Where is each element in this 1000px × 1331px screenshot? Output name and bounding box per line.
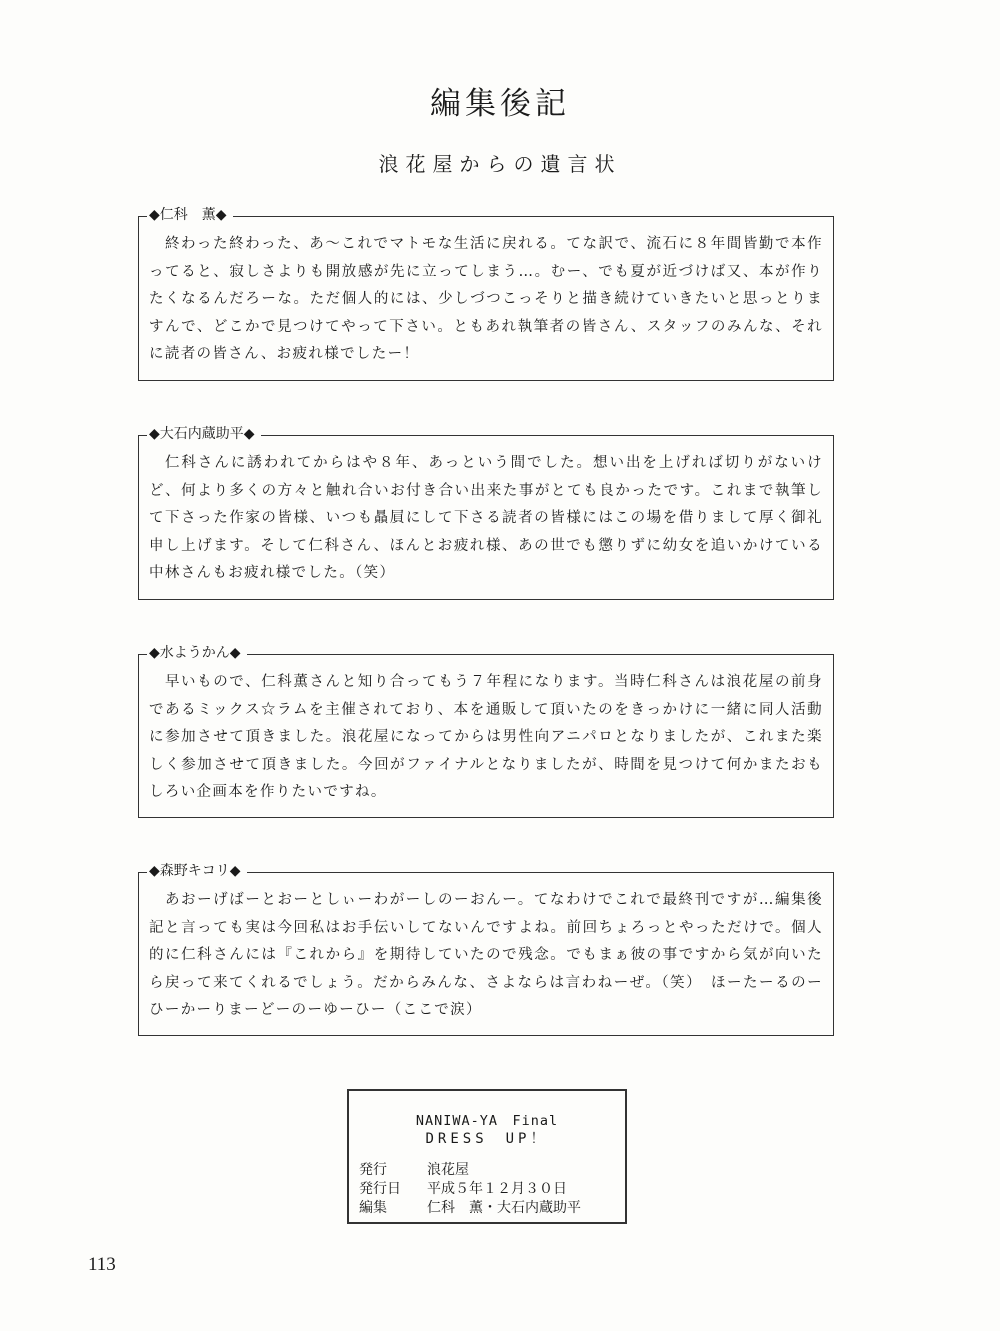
- colophon-row-date: [359, 1180, 619, 1199]
- comment-author: ◆森野キコリ◆: [147, 861, 247, 881]
- colophon-key: 発行日: [359, 1181, 401, 1197]
- comment-text: 終わった終わった、あ〜これでマトモな生活に戻れる。てな訳で、流石に８年間皆勤で本作ってると、寂しさよりも開放感が先に立ってしまう…。むー、でも夏が近づけば又、本が作りたくなるんだろーな。ただ個人的には、少しづつこっそりと描き続けていきたいと思っとりますんで、どこかで見つけてやって下さい。ともあれ執筆者の皆さん、スタッフのみんな、それに読者の皆さん、お疲れ様でしたー！: [149, 236, 823, 362]
- page-number: 113: [88, 1254, 116, 1275]
- colophon-title: NANIWA-YA Final: [415, 1113, 559, 1129]
- comment-author: ◆水ようかん◆: [147, 643, 247, 663]
- comment-text: 早いもので、仁科薫さんと知り合ってもう７年程になります。当時仁科さんは浪花屋の前身であるミックス☆ラムを主催されており、本を通販して頂いたのをきっかけに一緒に同人活動に参加させて頂きました。浪花屋になってからは男性向アニパロとなりましたが、これまた楽しく参加させて頂きました。今回がファイナルとなりましたが、時間を見つけて何かまたおもしろい企画本を作りたいですね。: [149, 674, 823, 800]
- comment-box-oishi: [138, 426, 834, 600]
- colophon-value: 仁科 薫・大石内蔵助平: [427, 1200, 581, 1216]
- colophon-value: 平成５年１２月３０日: [427, 1181, 567, 1197]
- comment-box-mizuyoukan: [138, 645, 834, 818]
- colophon-row-editor: [359, 1199, 619, 1218]
- colophon-box: [347, 1089, 627, 1224]
- comment-author: ◆大石内蔵助平◆: [147, 424, 261, 444]
- page-subtitle: 浪花屋からの遺言状: [378, 152, 622, 176]
- colophon-subtitle: DRESS UP！: [425, 1131, 549, 1147]
- comment-author: ◆仁科 薫◆: [147, 205, 233, 225]
- comment-box-morino: [138, 863, 834, 1036]
- comment-text: 仁科さんに誘われてからはや８年、あっという間でした。想い出を上げれば切りがないけど、何より多くの方々と触れ合いお付き合い出来た事がとても良かったです。これまで執筆して下さった作家の皆様、いつも贔屓にして下さる読者の皆様にはこの場を借りまして厚く御礼申し上げます。そして仁科さん、ほんとお疲れ様、あの世でも懲りずに幼女を追いかけている中林さんもお疲れ様でした。（笑）: [149, 455, 823, 581]
- comment-text: あおーげばーとおーとしぃーわがーしのーおんー。てなわけでこれで最終刊ですが…編集後記と言っても実は今回私はお手伝いしてないんですよね。前回ちょろっとやっただけで。個人的に仁科さんには『これから』を期待していたので残念。でもまぁ彼の事ですから気が向いたら戻って来てくれるでしょう。だからみんな、さよならは言わねーぜ。（笑） ほーたーるのーひーかーりまーどーのーゆーひー（ここで涙）: [149, 892, 823, 1018]
- colophon-key: 発行: [359, 1162, 387, 1178]
- colophon-key: 編集: [359, 1200, 387, 1216]
- comment-box-nishina: [138, 207, 834, 381]
- colophon-row-publisher: [359, 1161, 619, 1180]
- page-title: 編集後記: [430, 86, 570, 122]
- colophon-value: 浪花屋: [427, 1162, 469, 1178]
